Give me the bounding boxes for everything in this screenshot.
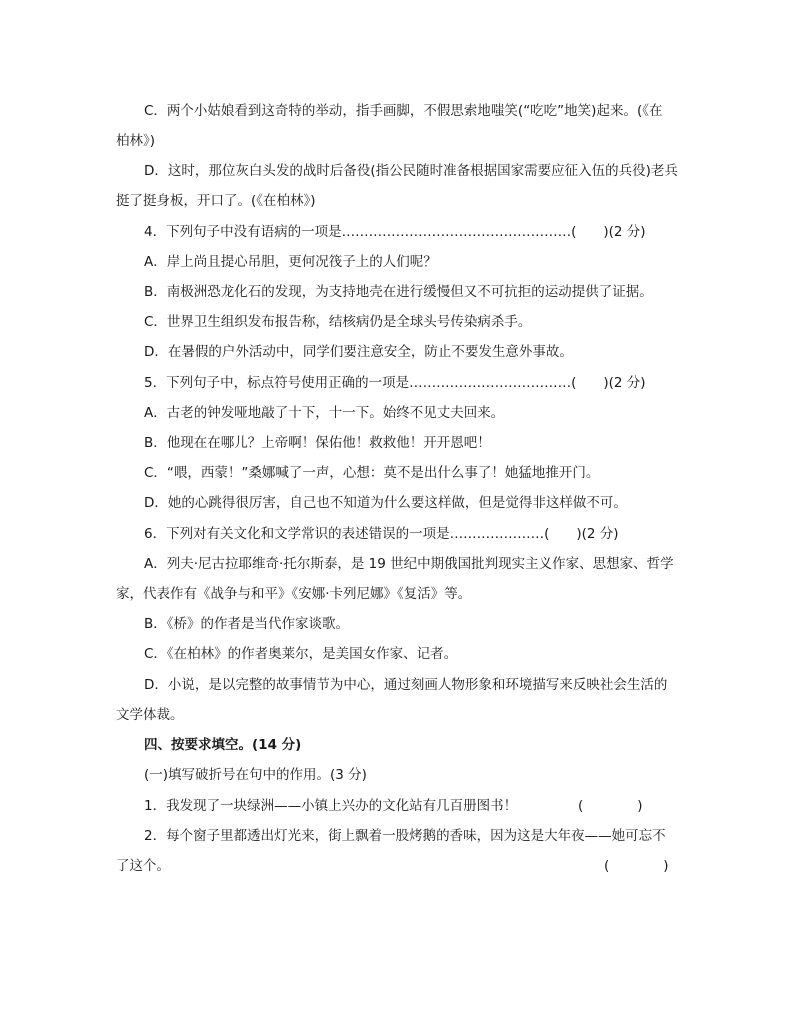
- question-4-option-b: B．南极洲恐龙化石的发现，为支持地壳在进行缓慢但又不可抗拒的运动提供了证据。: [144, 284, 653, 300]
- section-4-heading: 四、按要求填空。(14 分): [144, 737, 302, 753]
- question-4-option-a: A．岸上尚且提心吊胆，更何况筏子上的人们呢？: [144, 254, 437, 270]
- option-c-line-2: 柏林》): [116, 133, 156, 149]
- fill-question-2-line-2: 了这个。: [116, 858, 170, 874]
- fill-question-1: 1．我发现了一块绿洲——小镇上兴办的文化站有几百册图书！: [144, 798, 518, 814]
- question-5-option-a: A．古老的钟发哑地敲了十下，十一下。始终不见丈夫回来。: [144, 405, 505, 421]
- question-5-option-b: B．他现在在哪儿？上帝啊！保佑他！救救他！开开恩吧！: [144, 435, 491, 451]
- question-6-option-b: B．《桥》的作者是当代作家谈歌。: [144, 616, 350, 632]
- question-6-option-a-line-1: A．列夫·尼古拉耶维奇·托尔斯泰，是 19 世纪中期俄国批判现实主义作家、思想家、哲学: [144, 556, 674, 572]
- subsection-1-heading: (一)填写破折号在句中的作用。(3 分): [144, 767, 367, 783]
- option-c-line-1: C．两个小姑娘看到这奇特的举动，指手画脚，不假思索地嗤笑(“吃吃”地笑)起来。(《在: [144, 103, 663, 119]
- question-4: 4．下列句子中没有语病的一项是……………………………………………( )(2 分): [144, 224, 646, 240]
- fill-question-2-blank[interactable]: ( ): [604, 858, 669, 874]
- question-6: 6．下列对有关文化和文学常识的表述错误的一项是…………………( )(2 分): [144, 526, 619, 542]
- question-4-option-d: D．在暑假的户外活动中，同学们要注意安全，防止不要发生意外事故。: [144, 344, 573, 360]
- option-d-line-1: D．这时，那位灰白头发的战时后备役(指公民随时准备根据国家需要应征入伍的兵役)老兵: [144, 163, 678, 179]
- fill-question-1-blank[interactable]: ( ): [578, 798, 643, 814]
- option-d-line-2: 挺了挺身板，开口了。(《在柏林》): [116, 193, 316, 209]
- question-6-option-d-line-2: 文学体裁。: [116, 707, 184, 723]
- question-5-option-c: C．“喂，西蒙！”桑娜喊了一声，心想：莫不是出什么事了！她猛地推开门。: [144, 465, 600, 481]
- question-5: 5．下列句子中，标点符号使用正确的一项是………………………………( )(2 分): [144, 375, 646, 391]
- question-6-option-d-line-1: D．小说，是以完整的故事情节为中心，通过刻画人物形象和环境描写来反映社会生活的: [144, 677, 668, 693]
- question-4-option-c: C．世界卫生组织发布报告称，结核病仍是全球头号传染病杀手。: [144, 314, 532, 330]
- question-6-option-c: C．《在柏林》的作者奥莱尔，是美国女作家、记者。: [144, 646, 458, 662]
- question-5-option-d: D．她的心跳得很厉害，自己也不知道为什么要这样做，但是觉得非这样做不可。: [144, 495, 627, 511]
- question-6-option-a-line-2: 家，代表作有《战争与和平》《安娜·卡列尼娜》《复活》等。: [116, 586, 472, 602]
- fill-question-2-line-1: 2．每个窗子里都透出灯光来，街上飘着一股烤鹅的香味，因为这是大年夜——她可忘不: [144, 828, 666, 844]
